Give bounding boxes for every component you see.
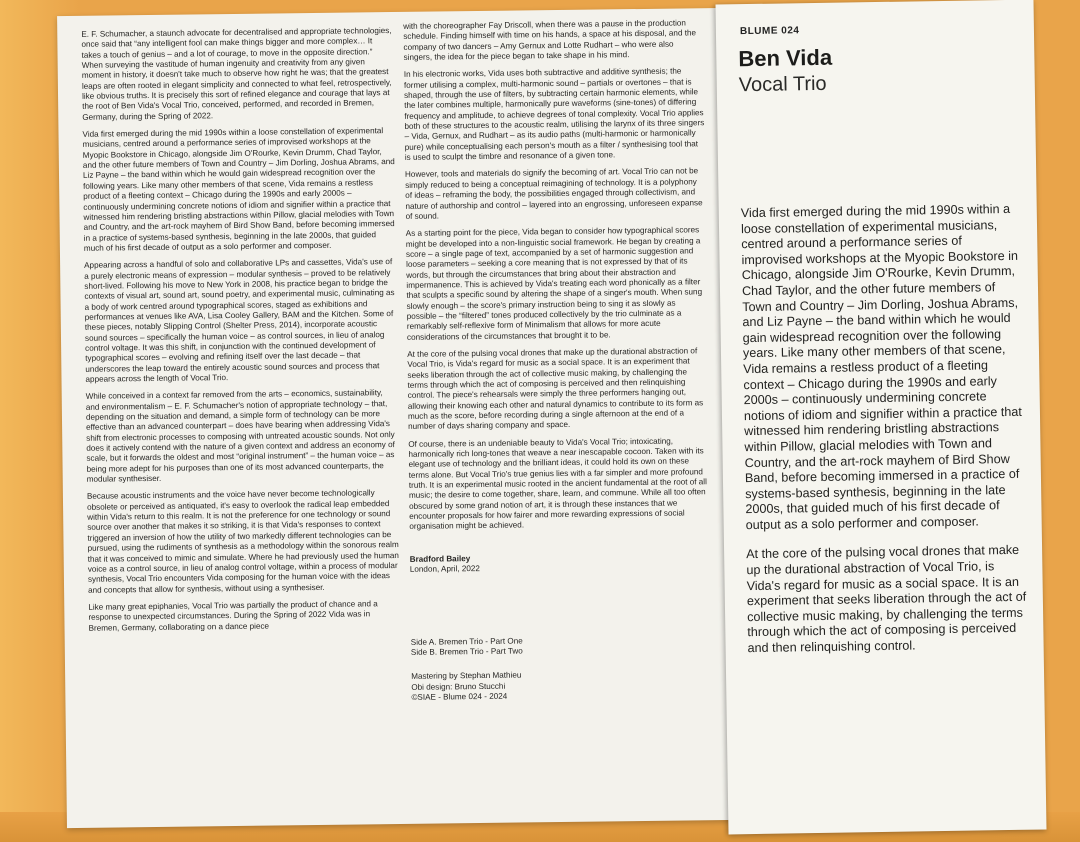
liner-paragraph: Vida first emerged during the mid 1990s within a loose constellation of experimental musicians, centred around a performance series of improvised workshops at the Myopic Bookstore in Chicago, alongside Jim O'Rourke, Kevin Drumm, Chad Taylor, and the other future members of Town and Country – Jim Dorling, Joshua Abrams, and Liz Payne – the band within which he would gain widespread recognition over the following years. Like many other members of that scene, Vida remains a restless product of a fleeting context – Chicago during the 1990s and early 2000s – continuously undermining concrete notions of idiom and signifier within a practice that witnessed him rendering bristling abstractions within Pillow, glacial melodies with Town and Country, and the art-rock mayhem of Bird Show Band, before becoming immersed in a practice of systems-based synthesis, beginning in the late 2000s, that guided much of his first decade of output as a solo performer and composer. — [82, 126, 395, 253]
liner-notes-column-2 — [403, 18, 711, 703]
credit-line: Obi design: Bruno Stucchi — [411, 681, 506, 692]
liner-paragraph: At the core of the pulsing vocal drones that make up the durational abstraction of Vocal Trio, is Vida's regard for music as a social space. It is an experiment that seeks liberation through the act of collective music making, by challenging the terms through which the act of composing is perceived and then relinquishing control. The piece's rehearsals were simply the three performers hanging out, allowing their knowing each other and natural dynamics to contribute to its form as much as the score, before recording during a single afternoon at the end of a number of days sharing company and space. — [407, 346, 704, 432]
artist-name: Ben Vida — [738, 44, 833, 72]
liner-paragraph: Because acoustic instruments and the voice have never become technologically obsolete or perceived as antiquated, it's easy to overlook the radical leap embedded within Vida's return to this realm. It is not the preference for one technology or sound source over another that makes it so striking, it is that Vida's responses to context triggered an inversion of how the utility of two markedly different technologies can be pursued, using the rudiments of synthesis as a methodology within the sonorous realm that it was conceived to mimic and simulate. Where he had previously used the human voice as a control source, in lieu of analog control voltage, within a process of modular synthesis, Vocal Trio encounters Vida composing for the human voice with the ideas and concepts that allow for synthesis, without using a synthesiser. — [86, 488, 399, 595]
cover-paragraph: Vida first emerged during the mid 1990s within a loose constellation of experimental musicians, centred around a performance series of improvised workshops at the Myopic Bookstore in Chicago, alongside Jim O'Rourke, Kevin Drumm, Chad Taylor, and the other future members of Town and Country – Jim Dorling, Joshua Abrams, and Liz Payne – the band within which he would gain widespread recognition over the following years. Like many other members of that scene, Vida remains a restless product of a fleeting context – Chicago during the 1990s and early 2000s – continuously undermining concrete notions of idiom and signifier within a practice that witnessed him rendering bristling abstractions within Pillow, glacial melodies with Town and Country, and the art-rock mayhem of Bird Show Band, before becoming immersed in a practice of systems-based synthesis, beginning in the late 2000s, that guided much of his first decade of output as a solo performer and composer. — [740, 201, 1022, 533]
credit-line: ©SIAE - Blume 024 - 2024 — [411, 691, 508, 702]
liner-paragraph: E. F. Schumacher, a staunch advocate for decentralised and appropriate technologies, once said that “any intelligent fool can make things bigger and more complex… It takes a touch of genius – and a lot of courage, to move in the opposite direction.” When surveying the vastitude of human ingenuity and creativity from any given moment in history, it doesn't take much to observe how right he was; that the greatest leaps are often rooted in elegant simplicity and connected to what feel, retrospectively, like obvious truths. It is precisely this sort of refined elegance and courage that lays at the root of Ben Vida's Vocal Trio, conceived, performed, and recorded in Bremen, Germany, during the Spring of 2022. — [81, 26, 392, 122]
credits — [411, 668, 711, 703]
liner-paragraph: However, tools and materials do signify the becoming of art. Vocal Trio can not be simply reduced to being a conceptual reimagining of technology. It is a polyphony of ideas – reframing the body, the possibilities engaged through collectivism, and nature of authorship and control – layered into an engrossing, unforeseen expanse of sound. — [404, 166, 703, 221]
liner-notes-column-1 — [81, 26, 400, 641]
track-item: Side A. Bremen Trio - Part One — [410, 635, 523, 647]
author-place-date: London, April, 2022 — [409, 564, 480, 575]
author-name: Bradford Bailey — [409, 553, 471, 564]
liner-paragraph: Like many great epiphanies, Vocal Trio was partially the product of chance and a response to unexpected circumstances. During the Spring of 2022 Vida was in Bremen, Germany, collaborating on a dance piece — [88, 599, 378, 633]
track-list — [411, 634, 711, 658]
track-item: Side B. Bremen Trio - Part Two — [410, 646, 523, 657]
liner-notes-spread — [57, 8, 739, 828]
liner-paragraph: with the choreographer Fay Driscoll, when there was a pause in the production schedule. Finding himself with time on his hands, a space at his disposal, and the company of two dancers – Amy Gernux and Lotte Rudhart – who were also singers, the idea for the piece began to take shape in his mind. — [403, 18, 697, 62]
catalog-code: BLUME 024 — [739, 25, 800, 38]
liner-paragraph: While conceived in a context far removed from the arts – economics, sustainability, and environmentalism – E. F. Schumacher's notion of appropriate technology – that, depending on the situation and demand, a simple form of technology can be more effective than an advanced counterpart – does have bearing when addressing Vida's shift from electronic processes to composing with untreated acoustic sounds. Not only does it actively contend with the nature of a given context and address an economy of scale, but it forwards the oldest and most “original instrument” – the human voice – as being more adept for his purposes than one of its most advanced counterparts, the modular synthesiser. — [85, 388, 395, 484]
liner-paragraph: As a starting point for the piece, Vida began to consider how typographical scores might be developed into a non-linguistic social framework. He began by creating a score – a single page of text, accompanied by a set of harmonic suggestion and loose parameters – seeking a core meaning that is not expressed by that of its words, but through the circumstances that bring about their abstraction and impermanence. This is achieved by Vida's treating each word phonically as a filter that sculpts a specific sound by altering the shape of a singer's mouth. When sung slowly enough – the score's primary instruction being to sing it as slowly as possible – the “filtered” tones produced collectively by the trio culminate as a remarkably self-reflexive form of Minimalism that allows for more acute considerations of the circumstances that brought it to be. — [405, 225, 703, 342]
liner-paragraph: Of course, there is an undeniable beauty to Vida's Vocal Trio; intoxicating, harmonically rich long-tones that weave a near inescapable cocoon. Taken with its elegant use of technology and the brilliant ideas, it could hold its own on these terms alone. But Vocal Trio's true genius lies with a far simpler and more profound truth. It is an experimental music rooted in the ancient fundamental at the root of all music; the desire to come together, share, learn, and commune. While all too often obscured by some grand notion of art, it is through these instances that we encounter proposals for how fairer and more rewarding expressions of social organisation might be achieved. — [408, 436, 707, 532]
cover-description — [741, 202, 1028, 671]
liner-paragraph: Appearing across a handful of solo and collaborative LPs and cassettes, Vida's use of a purely electronic means of expression – modular synthesis – proved to be relatively short-lived. Following his move to New York in 2008, his practice began to bridge the contexts of visual art, sound art, sound poetry, and experimental music, culminating as a body of work centred around typographical scores, staged as exhibitions and performances at venues like AVA, Lisa Cooley Gallery, BAM and the Kitchen. Some of these pieces, notably Slipping Control (Shelter Press, 2014), incorporate acoustic sound sources – specifically the human voice – as control sources, in lieu of analog control voltage. It was this shift, in conjunction with the continued development of typographical scores – evolving and refining itself over the last decade – that underscores the leap toward the entirely acoustic sound sources and process that appears across the length of Vocal Trio. — [84, 257, 395, 384]
cover-panel — [716, 0, 1047, 834]
album-title: Vocal Trio — [738, 72, 827, 97]
liner-paragraph: In his electronic works, Vida uses both subtractive and additive synthesis; the former utilising a complex, multi-harmonic sound – partials or overtones – that is shaped, through the use of filters, by subtracting certain harmonic elements, while the later combines multiple, harmonically pure waveforms (sine-tones) of differing frequency and amplitude, to achieve degrees of tonal complexity. Vocal Trio applies both of these structures to the acoustic realm, utilising the larynx of its three singers – Vida, Gernux, and Rudhart – as its audio paths (multi-harmonic or harmonically pure) while conceptualising each person's mouth as a filter / synthesising tool that is used to sculpt the timbre and resonance of a given tone. — [403, 66, 705, 163]
cover-paragraph: At the core of the pulsing vocal drones that make up the durational abstraction of Vocal Trio, is Vida's regard for music as a social space. It is an experiment that seeks liberation through the act of collective music making, by challenging the terms through which the act of composing is perceived and then relinquishing control. — [746, 543, 1027, 656]
credit-line: Mastering by Stephan Mathieu — [411, 670, 522, 682]
